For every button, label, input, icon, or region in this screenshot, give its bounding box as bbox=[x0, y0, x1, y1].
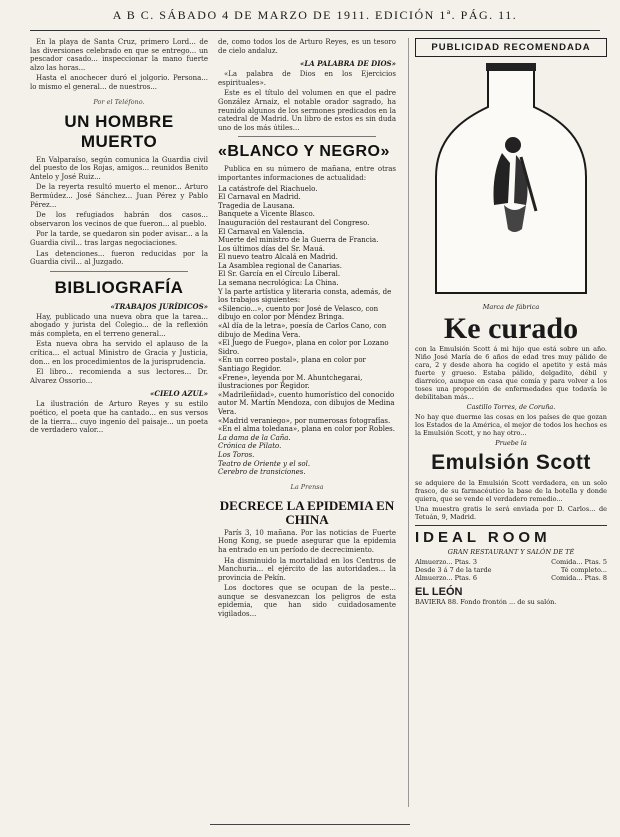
list-item: Tragedia de Lausana. bbox=[218, 201, 295, 210]
column-1 bbox=[30, 38, 208, 807]
masthead-rule bbox=[30, 30, 600, 31]
ad-text: No hay que duerme las cosas en los países de que gozan los Estados de la América, el mejor de todos los hechos es la Emulsión Scott, y no hay otro... bbox=[415, 413, 607, 437]
list-item: «Madrid veraniego», por numerosas fotografías. bbox=[218, 416, 391, 425]
headline-bibliografia: BIBLIOGRAFÍA bbox=[54, 277, 184, 297]
contents-list bbox=[218, 185, 396, 477]
intro-paragraph: Hasta el anochecer duró el jolgorio. Persona... lo mismo el general... de nuestros... bbox=[30, 74, 208, 91]
ad-note: Una muestra gratis le será enviada por D. Carlos... de Tetuán, 9, Madrid. bbox=[415, 505, 607, 521]
article-paragraph: De los refugiados habrán dos casos... observaron los vecinos de que fueron... al pueblo. bbox=[30, 211, 208, 228]
list-item: Muerte del ministro de la Guerra de Francia. bbox=[218, 236, 379, 245]
ad-cta: Pruebe la bbox=[495, 439, 527, 447]
byline: La Prensa bbox=[290, 482, 324, 491]
section-subhead: «CIELO AZUL» bbox=[150, 389, 208, 399]
list-item: El Carnaval en Valencia. bbox=[218, 227, 305, 236]
trademark-caption: Marca de fábrica bbox=[482, 303, 540, 311]
list-item: «Madrileñidad», cuento humorístico del conocido autor M. Martín Mendoza, con dibujos de Medina Vera. bbox=[218, 390, 395, 416]
list-item bbox=[218, 442, 396, 451]
list-item: Y la parte artística y literaria consta, además, de los trabajos siguientes: bbox=[218, 287, 392, 305]
el-leon-title: EL LEÓN bbox=[415, 586, 463, 598]
price-label: Té completo... bbox=[560, 566, 607, 574]
column-2 bbox=[218, 38, 396, 807]
price-label: Almuerzo... Ptas. 6 bbox=[415, 574, 478, 582]
list-item-italic: La dama de la Caña. bbox=[218, 433, 291, 442]
list-item-italic: Teatro de Oriente y el sol. bbox=[218, 459, 311, 468]
ad-testimonial: con la Emulsión Scott á mi hijo que está sobre un año. Niño José María de 6 años de edad tres muy pálido de cara, 2 y desde ahora ha cogido el apetito y está más fuerte y grueso. Estaba pálido, delgadito, débil y diarreico, aunque en casa que comía y para volver a los toses una proporción de enfermedades que todavía le debilitaban más... bbox=[415, 345, 607, 401]
emulsion-bottle-illustration bbox=[416, 61, 606, 301]
article-paragraph: En Valparaíso, según comunica la Guardia civil del puesto de los Rojas, amigos... reunidos Benito Antelo y José Ruiz... bbox=[30, 155, 208, 181]
price-label: Comida... Ptas. 5 bbox=[551, 558, 607, 566]
list-item-italic: Los Toros. bbox=[218, 450, 255, 459]
column-3-ads bbox=[408, 38, 607, 807]
article-paragraph: Las detenciones... fueron reducidas por la Guardia civil... al Juzgado. bbox=[30, 249, 208, 267]
list-item: «El Juego de Fuego», plana en color por Lozano Sidro. bbox=[218, 339, 389, 356]
ideal-room-row bbox=[415, 566, 607, 574]
byline: Por el Teléfono. bbox=[93, 97, 145, 106]
list-item: «Al día de la letra», poesía de Carlos Cano, con dibujo de Medina Vera. bbox=[218, 322, 387, 339]
masthead: A B C. SÁBADO 4 DE MARZO DE 1911. EDICIÓN 1ª. PÁG. 11. bbox=[112, 8, 518, 22]
el-leon-text: BAVIERA 88. Fondo frontón ... de su salón. bbox=[415, 598, 557, 606]
headline-blanco-y-negro: «BLANCO Y NEGRO» bbox=[218, 143, 390, 161]
ad-text: se adquiere de la Emulsión Scott verdadera, en un solo frasco, de su farmacéutico la base de la botella y donde quiera, que se vende el verdadero remedio... bbox=[415, 479, 607, 503]
headline-epidemia: DECRECE LA EPIDEMIA EN CHINA bbox=[219, 497, 395, 527]
intro-paragraph: de, como todos los de Arturo Reyes, es un tesoro de cielo andaluz. bbox=[218, 38, 396, 55]
ad-signature: Castillo Torres, de Coruña. bbox=[466, 403, 556, 411]
list-item: Banquete a Vicente Blasco. bbox=[218, 210, 315, 219]
article-paragraph: Hay, publicado una nueva obra que la tarea... abogado y jurista del Colegio... de la reflexión más completa, en el terreno general... bbox=[30, 312, 208, 338]
list-item: «En un correo postal», plana en color por Santiago Regidor. bbox=[218, 356, 366, 373]
price-label: Comida... Ptas. 8 bbox=[551, 574, 607, 582]
article-paragraph: Esta nueva obra ha servido el aplauso de la crítica... el actual Ministro de Gracia y Justicia, don... en los procedimientos de la jurisprudencia. bbox=[30, 340, 208, 366]
list-item: Los últimos días del Sr. Mauá. bbox=[218, 244, 326, 253]
list-item bbox=[218, 460, 396, 469]
bottom-rule bbox=[210, 824, 410, 825]
divider bbox=[50, 271, 188, 272]
list-item: «Frene», leyenda por M. Ahuntchegarai, ilustraciones por Regidor. bbox=[218, 373, 363, 391]
list-item: Inauguración del restaurant del Congreso. bbox=[218, 218, 370, 227]
list-item: El Sr. García en el Círculo Liberal. bbox=[218, 270, 341, 279]
ad-brand-name: Emulsión Scott bbox=[431, 451, 591, 474]
list-item: El Carnaval en Madrid. bbox=[218, 193, 301, 202]
article-paragraph: La ilustración de Arturo Reyes y su estilo poético, el poeta que ha cantado... en sus versos de la tierra... cuyo ingenio del paisaje... un poeta de verdadero valor... bbox=[30, 400, 208, 435]
article-paragraph: Publica en su número de mañana, entre otras importantes informaciones de actualidad: bbox=[218, 165, 396, 182]
list-item-italic: Cerebro de transiciones. bbox=[218, 468, 306, 477]
list-item: La semana necrológica: La China. bbox=[218, 279, 339, 288]
price-label: Almuerzo... Ptas. 3 bbox=[415, 558, 478, 566]
ideal-room-subtitle: GRAN RESTAURANT Y SALÓN DE TÉ bbox=[447, 548, 575, 556]
article-paragraph: Por la tarde, se quedaron sin poder avisar... a la Guardia civil... tras largas negociaciones. bbox=[30, 230, 208, 247]
article-paragraph: «La palabra de Dios en los Ejercicios espirituales». bbox=[218, 70, 396, 87]
list-item bbox=[218, 468, 396, 477]
list-item bbox=[218, 451, 396, 460]
ad-title: Ke curado bbox=[443, 312, 579, 345]
ideal-room-row bbox=[415, 558, 607, 566]
list-item-italic: Crónica de Pilato. bbox=[218, 442, 282, 451]
article-paragraph: Este es el título del volumen en que el padre González Arnaiz, el notable orador sagrado, ha reunido algunos de los sermones predicados en la catedral de Madrid. Un libro de estos es sin duda uno de los más útiles... bbox=[218, 89, 396, 132]
ad-section-header: PUBLICIDAD RECOMENDADA bbox=[415, 38, 607, 57]
list-item: La catástrofe del Riachuelo. bbox=[218, 184, 318, 193]
headline-hombre-muerto: UN HOMBRE MUERTO bbox=[64, 111, 174, 151]
ideal-room-row bbox=[415, 574, 607, 582]
price-label: Desde 3 á 7 de la tarde bbox=[415, 566, 492, 574]
list-item: La Asamblea regional de Canarias. bbox=[218, 261, 342, 270]
article-paragraph: De la reyerta resultó muerto el menor... Arturo Bermúdez... José Sánchez... Juan Pérez y Pablo Pérez... bbox=[30, 183, 208, 209]
intro-paragraph: En la playa de Santa Cruz, primero Lord... de las diversiones celebrado en que se entrego... un pescador casado... inspeccionar la mano fuerte alzo las horas... bbox=[30, 38, 208, 72]
article-paragraph: París 3, 10 mañana. Por las noticias de Fuerte Hong Kong, se puede asegurar que la epidemia ha entrado en un período de decrecimiento. bbox=[218, 528, 396, 554]
list-item: «Silencio...», cuento por José de Velasco, con dibujo en color por Méndez Bringa. bbox=[218, 304, 379, 322]
section-subhead: «LA PALABRA DE DIOS» bbox=[299, 59, 396, 69]
ideal-room-title: IDEAL ROOM bbox=[415, 525, 607, 546]
list-item: El nuevo teatro Alcalá en Madrid. bbox=[218, 253, 338, 262]
list-item bbox=[218, 434, 396, 443]
divider bbox=[238, 136, 376, 137]
article-paragraph: El libro... recomienda a sus lectores... Dr. Alvarez Ossorio... bbox=[30, 368, 208, 385]
article-paragraph: Los doctores que se ocupan de la peste... aunque se desvanezcan los peligros de esta epidemia, que han sido cuidadosamente vigilados... bbox=[218, 584, 396, 619]
article-paragraph: Ha disminuido la mortalidad en los Centros de Manchuria... el ejército de las autoridades... la provincia de Pekín. bbox=[218, 556, 396, 582]
section-subhead: «TRABAJOS JURÍDICOS» bbox=[110, 301, 208, 311]
list-item: «En el alma toledana», plana en color por Robles. bbox=[218, 425, 395, 434]
